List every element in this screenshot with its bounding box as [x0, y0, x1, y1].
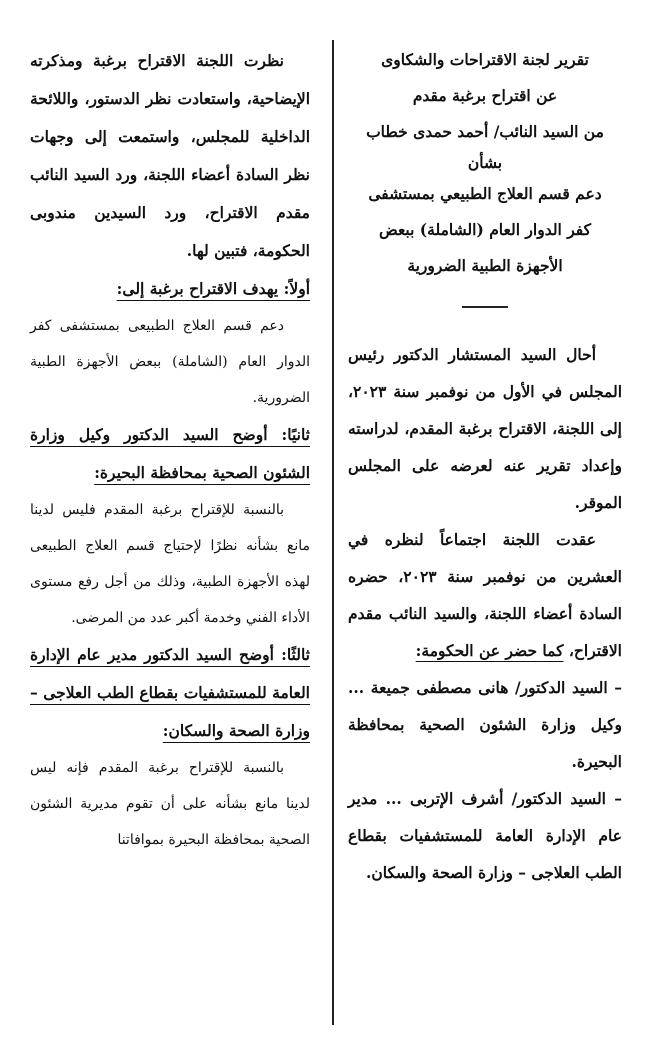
meeting-paragraph [348, 521, 622, 669]
right-column [348, 42, 622, 891]
title-line: عن اقتراح برغبة مقدم [412, 86, 558, 105]
title-line: بشأن [467, 153, 503, 172]
section-body-3: بالنسبة للإقتراح برغبة المقدم فإنه ليس لدينا مانع بشأنه على أن تقوم مديرية الشئون الصحية بمحافظة البحيرة بموافاتنا [30, 760, 310, 848]
section-body-1: دعم قسم العلاج الطبيعى بمستشفى كفر الدوار العام (الشاملة) ببعض الأجهزة الطبية الضرورية. [30, 318, 310, 406]
title-separator [462, 306, 508, 308]
heading-text: ثانيًا: أوضح السيد الدكتور وكيل وزارة الشئون الصحية بمحافظة البحيرة: [30, 425, 310, 482]
title-line: دعم قسم العلاج الطبيعي بمستشفى [368, 184, 602, 203]
title-line: من السيد النائب/ أحمد حمدى خطاب [366, 122, 604, 141]
heading-text: ثالثًا: أوضح السيد الدكتور مدير عام الإدارة العامة للمستشفيات بقطاع الطب العلاجى – وزارة الصحة والسكان: [30, 645, 310, 740]
title-line: الأجهزة الطبية الضرورية [407, 256, 563, 275]
government-attendance-heading: كما حضر عن الحكومة: [415, 640, 564, 660]
attendee-item: – السيد الدكتور/ هانى مصطفى جميعة ... وكيل وزارة الشئون الصحية بمحافظة البحيرة. [348, 677, 622, 771]
title-line: كفر الدوار العام (الشاملة) ببعض [378, 220, 592, 239]
left-column [30, 42, 310, 858]
section-heading-1 [30, 270, 310, 308]
heading-text: أولاً: يهدف الاقتراح برغبة إلى: [116, 279, 310, 298]
report-title [348, 42, 622, 284]
section-heading-3 [30, 636, 310, 750]
title-line: تقرير لجنة الاقتراحات والشكاوى [381, 50, 589, 69]
intro-paragraph: نظرت اللجنة الاقتراح برغبة ومذكرته الإيضاحية، واستعادت نظر الدستور، واللائحة الداخلية للمجلس، واستمعت إلى وجهات نظر السادة أعضاء اللجنة، ورد السيد النائب مقدم الاقتراح، ورد السيدين مندوبى الحكومة، فتبين لها. [30, 51, 310, 260]
attendee-item: – السيد الدكتور/ أشرف الإتربى ... مدير عام الإدارة العامة للمستشفيات بقطاع الطب العلاجى – وزارة الصحة والسكان. [348, 788, 622, 882]
section-heading-2 [30, 416, 310, 492]
referral-paragraph: أحال السيد المستشار الدكتور رئيس المجلس في الأول من نوفمبر سنة ٢٠٢٣، إلى اللجنة، الاقتراح برغبة المقدم، لدراسته وإعداد تقرير عنه لعرضه على المجلس الموقر. [348, 344, 622, 512]
column-divider [332, 40, 334, 1025]
meeting-text: عقدت اللجنة اجتماعاً لنظره في العشرين من نوفمبر سنة ٢٠٢٣، حضره السادة أعضاء اللجنة، والسيد النائب مقدم الاقتراح، [348, 529, 622, 660]
section-body-2: بالنسبة للإقتراح برغبة المقدم فليس لدينا مانع بشأنه نظرًا لإحتياج قسم العلاج الطبيعى لهذه الأجهزة الطبية، وذلك من أجل رفع مستوى الأداء الفني وخدمة أكبر عدد من المرضى. [30, 502, 310, 626]
